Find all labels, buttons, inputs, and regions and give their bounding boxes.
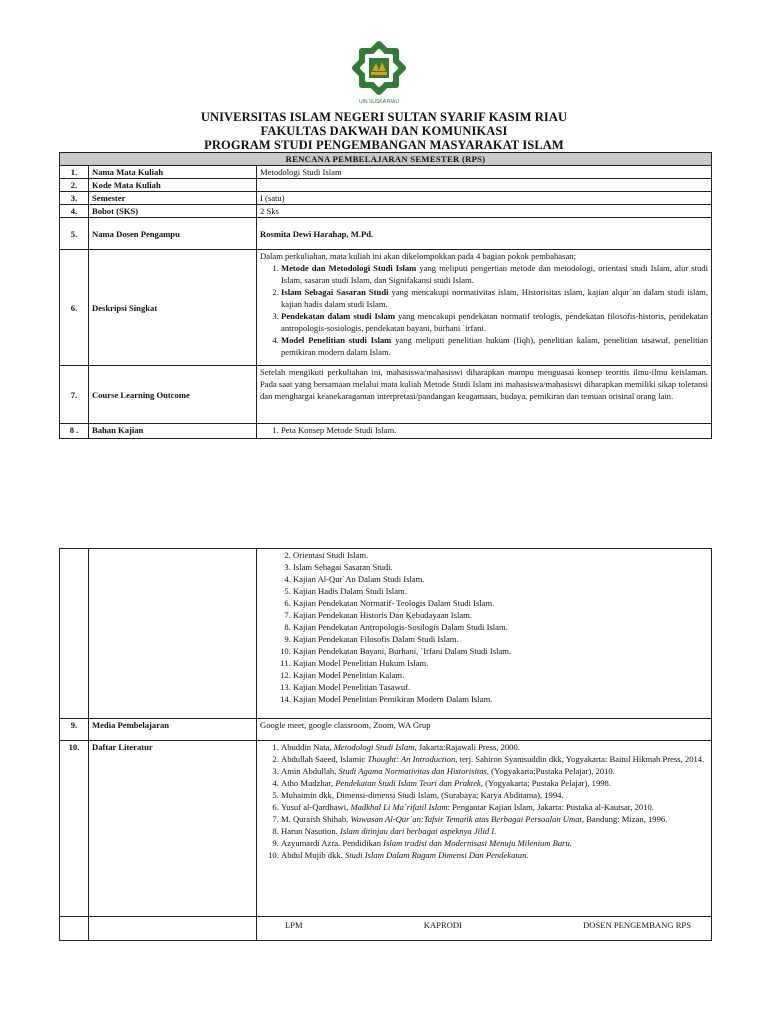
table-row: 10. Daftar Literatur 1. Abuddin Nata, Metodologi Studi Islam, Jakarta:Rajawali Press, 2000. 2. Abdullah Saeed, Islamic Thought: An Introduction, terj. Sahiron Syamsuddin dkk, Yogyakarta: Baitul Hikmah Press, 2014. 3. Amin Abdullah, Studi Agama Normativitas dan Historisitas, (Yogyakarta;Pustaka Pelajar), 2010. 4. Atho Mudzhar, Pendekatan Studi Islam Teori dan Praktek, (Yogyakarta; Pustaka Pelajar), 1998. 5. Muhaimin dkk, Dimensi-dimensi Studi Islam, (Surabaya; Karya Abditama), 1994. 6. Yusuf al-Qardhawi, Madkhal Li Ma`rifatil Islam: Pengantar Kajian Islam, Jakarta: Pustaka al-Kautsar, 2010. 7. M. Quraish Shihab, Wawasan Al-Qur`an:Tafsir Tematik atas Berbagai Persoalan Umat, Bandung: Mizan, 1996. 8. Harun Nasution. Islam ditinjau dari berbagai aspeknya Jilid I. 9. Azyumardi Azra. Pendidikan Islam tradisi dan Modernisasi Menuju Milenium Baru. 10. Abdul Mujib dkk. Studi Islam Dalam Ragam Dimensi Dan Pendekatan.	[60, 741, 712, 917]
table-row: 9. Media Pembelajaran Google meet, google classroom, Zoom, WA Grup	[60, 719, 712, 741]
list-item: 5. Muhaimin dkk, Dimensi-dimensi Studi Islam, (Surabaya; Karya Abditama), 1994.	[281, 789, 708, 801]
row-label: Media Pembelajaran	[89, 719, 257, 741]
list-item: 12. Kajian Model Penelitian Kalam.	[293, 669, 708, 681]
list-item: 5. Kajian Hadis Dalam Studi Islam.	[293, 585, 708, 597]
row-label: Nama Mata Kuliah	[89, 166, 257, 179]
row-label: Kode Mata Kuliah	[89, 179, 257, 192]
list-item: 4. Atho Mudzhar, Pendekatan Studi Islam Teori dan Praktek, (Yogyakarta; Pustaka Pelajar), 1998.	[281, 777, 708, 789]
list-item: 9. Azyumardi Azra. Pendidikan Islam tradisi dan Modernisasi Menuju Milenium Baru.	[281, 837, 708, 849]
logo-caption: UIN SUSKA RIAU	[358, 99, 400, 105]
row-label: Bahan Kajian	[89, 424, 257, 439]
row-value: Metodologi Studi Islam	[257, 166, 712, 179]
row-value: 2 Sks	[257, 205, 712, 218]
signature-dosen: DOSEN PENGEMBANG RPS	[583, 920, 691, 930]
list-item: 6. Yusuf al-Qardhawi, Madkhal Li Ma`rifatil Islam: Pengantar Kajian Islam, Jakarta: Pustaka al-Kautsar, 2010.	[281, 801, 708, 813]
row-value: Google meet, google classroom, Zoom, WA Grup	[257, 719, 712, 741]
row-value: Rosmita Dewi Harahap, M.Pd.	[257, 218, 712, 250]
row-value	[257, 179, 712, 192]
table-row: 2. Kode Mata Kuliah	[60, 179, 712, 192]
row-value: I (satu)	[257, 192, 712, 205]
program-name: PROGRAM STUDI PENGEMBANGAN MASYARAKAT ISLAM	[204, 138, 564, 152]
university-logo	[348, 40, 410, 106]
literatur-content	[257, 741, 712, 917]
list-item: 4. Kajian Al-Qur`An Dalam Studi Islam.	[293, 573, 708, 585]
list-item: 4. Model Penelitian studi Islam yang meliputi penelitian hukum (fiqh), penelitian kalam, penelitian tasawuf, penelitian pemikiran modern dalam Islam.	[281, 334, 708, 358]
rps-table-part1	[59, 152, 712, 439]
table-row: 4. Bobot (SKS) 2 Sks	[60, 205, 712, 218]
list-item: 2. Orientasi Studi Islam.	[293, 549, 708, 561]
list-item: 7. Kajian Pendekatan Historis Dan Kebudayaan Islam.	[293, 609, 708, 621]
list-item: 10. Kajian Pendekatan Bayani, Burhani, `Irfani Dalam Studi Islam.	[293, 645, 708, 657]
table-row: 6. Deskripsi Singkat Dalam perkuliahan, mata kuliah ini akan dikelompokkan pada 4 bagian pokok pembahasan; 1. Metode dan Metodologi Studi Islam yang meliputi pengertian metode dan metodologi, orientasi studi Islam, alur studi Islam, sasaran studi Islam, dan Signifakansi studi Islam. 2. Islam Sebagai Sasaran Studi yang mencakupi normativitas islam, Historisitas islam, kajian alqur`an dalam studi islam, kajian hadis dalam studi Islam. 3. Pendekatan dalam studi Islam yang mencakupi pendekatan normatif teologis, pendekatan filosofis-historis, pendekatan antropologis-sosiologis, pendekatan bayani, burhani `irfani. 4. Model Penelitian studi Islam yang meliputi penelitian hukum (fiqh), penelitian kalam, penelitian tasawuf, penelitian pemikiran modern dalam Islam.	[60, 250, 712, 366]
rps-title: RENCANA PEMBELAJARAN SEMESTER (RPS)	[60, 153, 712, 166]
row-label: Deskripsi Singkat	[89, 250, 257, 366]
signature-lpm: LPM	[285, 920, 303, 930]
list-item: 3. Islam Sebagai Sasaran Studi.	[293, 561, 708, 573]
list-item: 6. Kajian Pendekatan Normatif- Teologis Dalam Studi Islam.	[293, 597, 708, 609]
list-item: 8. Harun Nasution. Islam ditinjau dari berbagai aspeknya Jilid I.	[281, 825, 708, 837]
table-row: 1. Nama Mata Kuliah Metodologi Studi Islam	[60, 166, 712, 179]
table-row: 3. Semester I (satu)	[60, 192, 712, 205]
list-item: 3. Pendekatan dalam studi Islam yang mencakupi pendekatan normatif teologis, pendekatan filosofis-historis, pendekatan antropologis-sosiologis, pendekatan bayani, burhani `irfani.	[281, 310, 708, 334]
list-item: 8. Kajian Pendekatan Antropologis-Sosilogis Dalam Studi Islam.	[293, 621, 708, 633]
list-item: 1. Abuddin Nata, Metodologi Studi Islam, Jakarta:Rajawali Press, 2000.	[281, 741, 708, 753]
row-label: Daftar Literatur	[89, 741, 257, 917]
row-label: Semester	[89, 192, 257, 205]
university-name: UNIVERSITAS ISLAM NEGERI SULTAN SYARIF KASIM RIAU	[200, 110, 568, 124]
table-row	[60, 549, 712, 719]
table-row: 7. Course Learning Outcome Setelah mengikuti perkuliahan ini, mahasiswa/mahasiswi diharapkan mampu menguasai konsep teoritis ilmu-ilmu keislaman. Pada saat yang bersamaan melalui mata kuliah Metode Studi Islam ini mahasiswa/mahasiswi diharapkan memiliki sikap toleransi dan menghargai keanekaragaman interpretasi/pandangan keagamaan, budaya, pemikiran dan temuan orisinal orang lain.	[60, 366, 712, 424]
bahan-content	[257, 424, 712, 439]
rps-table-part2	[59, 548, 712, 941]
list-item: 9. Kajian Pendekatan Filosofis Dalam Studi Islam.	[293, 633, 708, 645]
signature-kaprodi: KAPRODI	[423, 920, 462, 930]
list-item: 14. Kajian Model Penelitian Pemikiran Modern Dalam Islam.	[293, 693, 708, 705]
signature-row	[60, 917, 712, 941]
list-item: 3. Amin Abdullah, Studi Agama Normativitas dan Historisitas, (Yogyakarta;Pustaka Pelajar), 2010.	[281, 765, 708, 777]
deskripsi-content: Dalam perkuliahan, mata kuliah ini akan dikelompokkan pada 4 bagian pokok pembahasan; 1. Metode dan Metodologi Studi Islam yang meliputi pengertian metode dan metodologi, orientasi studi Islam, alur studi Islam, sasaran studi Islam, dan Signifakansi studi Islam. 2. Islam Sebagai Sasaran Studi yang mencakupi normativitas islam, Historisitas islam, kajian alqur`an dalam studi islam, kajian hadis dalam studi Islam. 3. Pendekatan dalam studi Islam yang mencakupi pendekatan normatif teologis, pendekatan filosofis-historis, pendekatan antropologis-sosiologis, pendekatan bayani, burhani `irfani. 4. Model Penelitian studi Islam yang meliputi penelitian hukum (fiqh), penelitian kalam, penelitian tasawuf, penelitian pemikiran modern dalam Islam.	[257, 250, 712, 366]
table-row: 8 . Bahan Kajian 1. Peta Konsep Metode Studi Islam.	[60, 424, 712, 439]
list-item: 2. Islam Sebagai Sasaran Studi yang mencakupi normativitas islam, Historisitas islam, kajian alqur`an dalam studi islam, kajian hadis dalam studi Islam.	[281, 286, 708, 310]
bahan-content-continued	[257, 549, 712, 719]
row-label: Course Learning Outcome	[89, 366, 257, 424]
row-label: Bobot (SKS)	[89, 205, 257, 218]
list-item: 13. Kajian Model Penelitian Tasawuf.	[293, 681, 708, 693]
row-label: Nama Dosen Pengampu	[89, 218, 257, 250]
clo-text: Setelah mengikuti perkuliahan ini, mahasiswa/mahasiswi diharapkan mampu menguasai konsep teoritis ilmu-ilmu keislaman. Pada saat yang bersamaan melalui mata kuliah Metode Studi Islam ini mahasiswa/mahasiswi diharapkan memiliki sikap toleransi dan menghargai keanekaragaman interpretasi/pandangan keagamaan, budaya, pemikiran dan temuan orisinal orang lain.	[257, 366, 712, 424]
list-item: 7. M. Quraish Shihab, Wawasan Al-Qur`an:Tafsir Tematik atas Berbagai Persoalan Umat, Bandung: Mizan, 1996.	[281, 813, 708, 825]
list-item: 10. Abdul Mujib dkk. Studi Islam Dalam Ragam Dimensi Dan Pendekatan.	[281, 849, 708, 861]
list-item: 2. Abdullah Saeed, Islamic Thought: An Introduction, terj. Sahiron Syamsuddin dkk, Yogyakarta: Baitul Hikmah Press, 2014.	[281, 753, 708, 765]
table-row: 5. Nama Dosen Pengampu Rosmita Dewi Harahap, M.Pd.	[60, 218, 712, 250]
list-item: 1. Peta Konsep Metode Studi Islam.	[281, 424, 708, 436]
list-item: 1. Metode dan Metodologi Studi Islam yang meliputi pengertian metode dan metodologi, orientasi studi Islam, alur studi Islam, sasaran studi Islam, dan Signifakansi studi Islam.	[281, 262, 708, 286]
faculty-name: FAKULTAS DAKWAH DAN KOMUNIKASI	[260, 124, 508, 138]
list-item: 11. Kajian Model Penelitian Hukum Islam.	[293, 657, 708, 669]
